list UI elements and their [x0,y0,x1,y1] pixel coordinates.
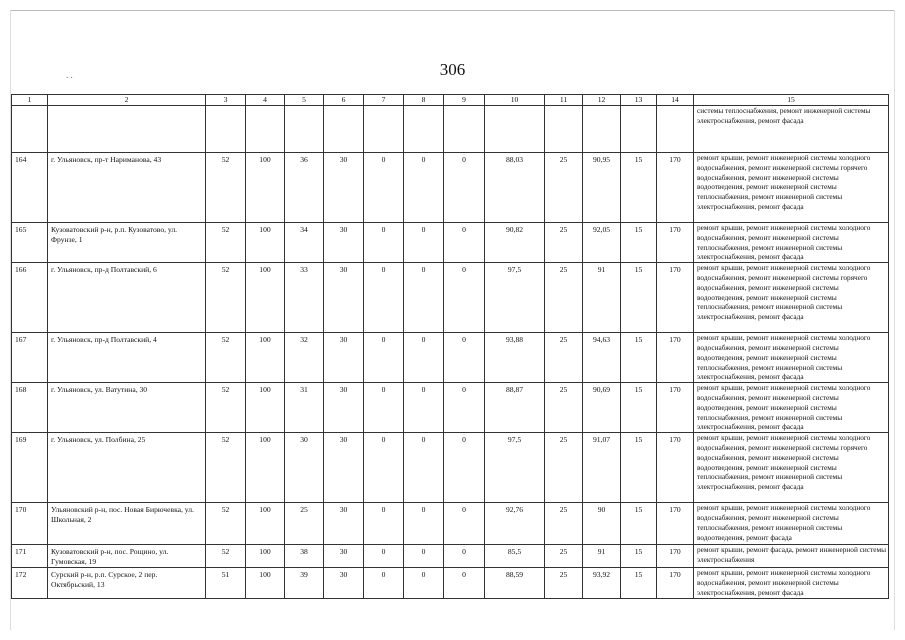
value-cell: 100 [246,153,285,223]
value-cell: 0 [444,545,485,568]
value-cell: 34 [285,223,324,263]
value-cell: 25 [545,383,583,433]
value-cell: 15 [621,153,657,223]
works-cell: ремонт крыши, ремонт инженерной системы холодного водоснабжения, ремонт инженерной системы электроснабжения, ремонт фасада [694,568,889,598]
value-cell: 36 [285,153,324,223]
table-row [12,383,889,433]
address-cell: Кузоватовский р-н, р.п. Кузоватово, ул. Фрунзе, 1 [48,223,206,263]
value-cell: 90,95 [583,153,621,223]
table-row [12,223,889,263]
value-cell: 31 [285,383,324,433]
value-cell: 15 [621,433,657,503]
value-cell: 25 [285,503,324,545]
column-number: 6 [324,95,364,106]
value-cell: 100 [246,383,285,433]
value-cell: 88,59 [485,568,545,598]
value-cell: 0 [364,223,404,263]
value-cell: 85,5 [485,545,545,568]
value-cell: 25 [545,433,583,503]
table-row [12,153,889,223]
address-cell: г. Ульяновск, ул. Ватутина, 30 [48,383,206,433]
address-cell: Ульяновский р-н, пос. Новая Бирючевка, ул. Школьная, 2 [48,503,206,545]
works-cell: ремонт крыши, ремонт инженерной системы холодного водоснабжения, ремонт инженерной системы теплоснабжения, ремонт инженерной системы электроснабжения, ремонт фасада [694,223,889,263]
value-cell: 170 [657,545,694,568]
value-cell: 52 [206,433,246,503]
page-border-top [10,10,895,11]
column-number: 13 [621,95,657,106]
value-cell: 15 [621,223,657,263]
value-cell: 91 [583,263,621,333]
address-cell: г. Ульяновск, пр-т Нариманова, 43 [48,153,206,223]
continuation-row [12,106,889,153]
value-cell: 25 [545,568,583,598]
value-cell: 0 [444,153,485,223]
value-cell: 0 [444,568,485,598]
address-cell: Сурский р-н, р.п. Сурское, 2 пер. Октябрьский, 13 [48,568,206,598]
value-cell: 15 [621,503,657,545]
value-cell: 170 [657,383,694,433]
value-cell: 25 [545,333,583,383]
value-cell: 90 [583,503,621,545]
value-cell: 0 [444,383,485,433]
value-cell: 30 [324,503,364,545]
scan-speck: . . [66,70,73,80]
address-cell: г. Ульяновск, ул. Полбина, 25 [48,433,206,503]
value-cell: 170 [657,223,694,263]
value-cell: 25 [545,263,583,333]
value-cell: 0 [444,263,485,333]
value-cell: 30 [285,433,324,503]
value-cell: 52 [206,503,246,545]
value-cell: 91,07 [583,433,621,503]
column-number: 3 [206,95,246,106]
value-cell: 88,87 [485,383,545,433]
value-cell: 52 [206,153,246,223]
works-cell: системы теплоснабжения, ремонт инженерной системы электроснабжения, ремонт фасада [694,106,889,153]
value-cell: 0 [444,433,485,503]
value-cell: 0 [404,263,444,333]
value-cell: 0 [364,545,404,568]
address-cell: г. Ульяновск, пр-д Полтавский, 4 [48,333,206,383]
row-number: 172 [12,568,48,598]
value-cell: 91 [583,545,621,568]
value-cell: 0 [364,333,404,383]
value-cell: 100 [246,223,285,263]
value-cell: 30 [324,383,364,433]
column-number: 14 [657,95,694,106]
value-cell: 0 [364,383,404,433]
value-cell: 30 [324,263,364,333]
works-cell: ремонт крыши, ремонт инженерной системы холодного водоснабжения, ремонт инженерной системы водоотведения, ремонт инженерной системы теплоснабжения, ремонт инженерной системы электроснабжения, ремонт фасада [694,383,889,433]
value-cell: 97,5 [485,433,545,503]
page-border-right [894,10,895,630]
value-cell: 90,69 [583,383,621,433]
value-cell: 97,5 [485,263,545,333]
column-number: 2 [48,95,206,106]
works-cell: ремонт крыши, ремонт инженерной системы холодного водоснабжения, ремонт инженерной системы горячего водоснабжения, ремонт инженерной системы водоотведения, ремонт инженерной системы теплоснабжения, ремонт инженерной системы электроснабжения, ремонт фасада [694,433,889,503]
value-cell: 32 [285,333,324,383]
works-cell: ремонт крыши, ремонт фасада, ремонт инженерной системы электроснабжения [694,545,889,568]
column-number: 1 [12,95,48,106]
value-cell: 15 [621,545,657,568]
value-cell: 0 [364,568,404,598]
value-cell: 100 [246,263,285,333]
value-cell: 0 [444,333,485,383]
table-row [12,263,889,333]
value-cell: 0 [404,153,444,223]
value-cell: 170 [657,503,694,545]
address-cell: г. Ульяновск, пр-д Полтавский, 6 [48,263,206,333]
row-number: 166 [12,263,48,333]
value-cell: 39 [285,568,324,598]
works-cell: ремонт крыши, ремонт инженерной системы холодного водоснабжения, ремонт инженерной системы теплоснабжения, ремонт инженерной системы водоотведения, ремонт фасада [694,503,889,545]
value-cell: 52 [206,263,246,333]
value-cell: 93,88 [485,333,545,383]
value-cell: 30 [324,153,364,223]
value-cell: 0 [364,433,404,503]
value-cell: 15 [621,383,657,433]
row-number: 168 [12,383,48,433]
value-cell: 51 [206,568,246,598]
value-cell: 100 [246,503,285,545]
works-cell: ремонт крыши, ремонт инженерной системы холодного водоснабжения, ремонт инженерной системы водоотведения, ремонт инженерной системы теплоснабжения, ремонт инженерной системы электроснабжения, ремонт фасада [694,333,889,383]
value-cell: 52 [206,333,246,383]
value-cell: 25 [545,223,583,263]
value-cell: 25 [545,153,583,223]
value-cell: 0 [404,433,444,503]
value-cell: 0 [364,503,404,545]
column-number: 9 [444,95,485,106]
row-number: 169 [12,433,48,503]
page-number: 306 [439,60,466,79]
column-number: 5 [285,95,324,106]
value-cell: 30 [324,333,364,383]
value-cell: 30 [324,545,364,568]
column-number: 8 [404,95,444,106]
value-cell: 0 [404,333,444,383]
value-cell: 92,76 [485,503,545,545]
value-cell: 38 [285,545,324,568]
column-number: 11 [545,95,583,106]
value-cell: 100 [246,545,285,568]
column-number: 12 [583,95,621,106]
row-number: 164 [12,153,48,223]
column-number: 4 [246,95,285,106]
value-cell: 170 [657,263,694,333]
value-cell: 170 [657,333,694,383]
value-cell: 52 [206,223,246,263]
row-number: 167 [12,333,48,383]
column-number: 7 [364,95,404,106]
value-cell: 15 [621,333,657,383]
table-row [12,545,889,568]
register-table [11,94,889,599]
value-cell: 0 [404,223,444,263]
works-cell: ремонт крыши, ремонт инженерной системы холодного водоснабжения, ремонт инженерной системы горячего водоснабжения, ремонт инженерной системы водоотведения, ремонт инженерной системы теплоснабжения, ремонт инженерной системы электроснабжения, ремонт фасада [694,263,889,333]
value-cell: 88,03 [485,153,545,223]
value-cell: 170 [657,568,694,598]
value-cell: 0 [444,503,485,545]
value-cell: 100 [246,333,285,383]
value-cell: 100 [246,568,285,598]
value-cell: 15 [621,263,657,333]
value-cell: 100 [246,433,285,503]
value-cell: 93,92 [583,568,621,598]
table-row [12,333,889,383]
row-number: 170 [12,503,48,545]
table-body [12,95,889,599]
value-cell: 0 [444,223,485,263]
row-number: 171 [12,545,48,568]
value-cell: 0 [404,503,444,545]
value-cell: 0 [404,545,444,568]
value-cell: 0 [364,153,404,223]
value-cell: 52 [206,545,246,568]
value-cell: 94,63 [583,333,621,383]
value-cell: 30 [324,568,364,598]
value-cell: 92,05 [583,223,621,263]
value-cell: 0 [404,568,444,598]
value-cell: 15 [621,568,657,598]
value-cell: 170 [657,433,694,503]
column-number: 10 [485,95,545,106]
header-row [12,95,889,106]
table-row [12,433,889,503]
table-row [12,568,889,598]
value-cell: 90,82 [485,223,545,263]
value-cell: 33 [285,263,324,333]
value-cell: 0 [404,383,444,433]
row-number: 165 [12,223,48,263]
value-cell: 0 [364,263,404,333]
table-row [12,503,889,545]
works-cell: ремонт крыши, ремонт инженерной системы холодного водоснабжения, ремонт инженерной системы горячего водоснабжения, ремонт инженерной системы водоотведения, ремонт инженерной системы теплоснабжения, ремонт инженерной системы электроснабжения, ремонт фасада [694,153,889,223]
column-number: 15 [694,95,889,106]
value-cell: 170 [657,153,694,223]
value-cell: 30 [324,223,364,263]
value-cell: 30 [324,433,364,503]
address-cell: Кузоватовский р-н, пос. Рощино, ул. Гумовская, 19 [48,545,206,568]
value-cell: 52 [206,383,246,433]
value-cell: 25 [545,503,583,545]
value-cell: 25 [545,545,583,568]
